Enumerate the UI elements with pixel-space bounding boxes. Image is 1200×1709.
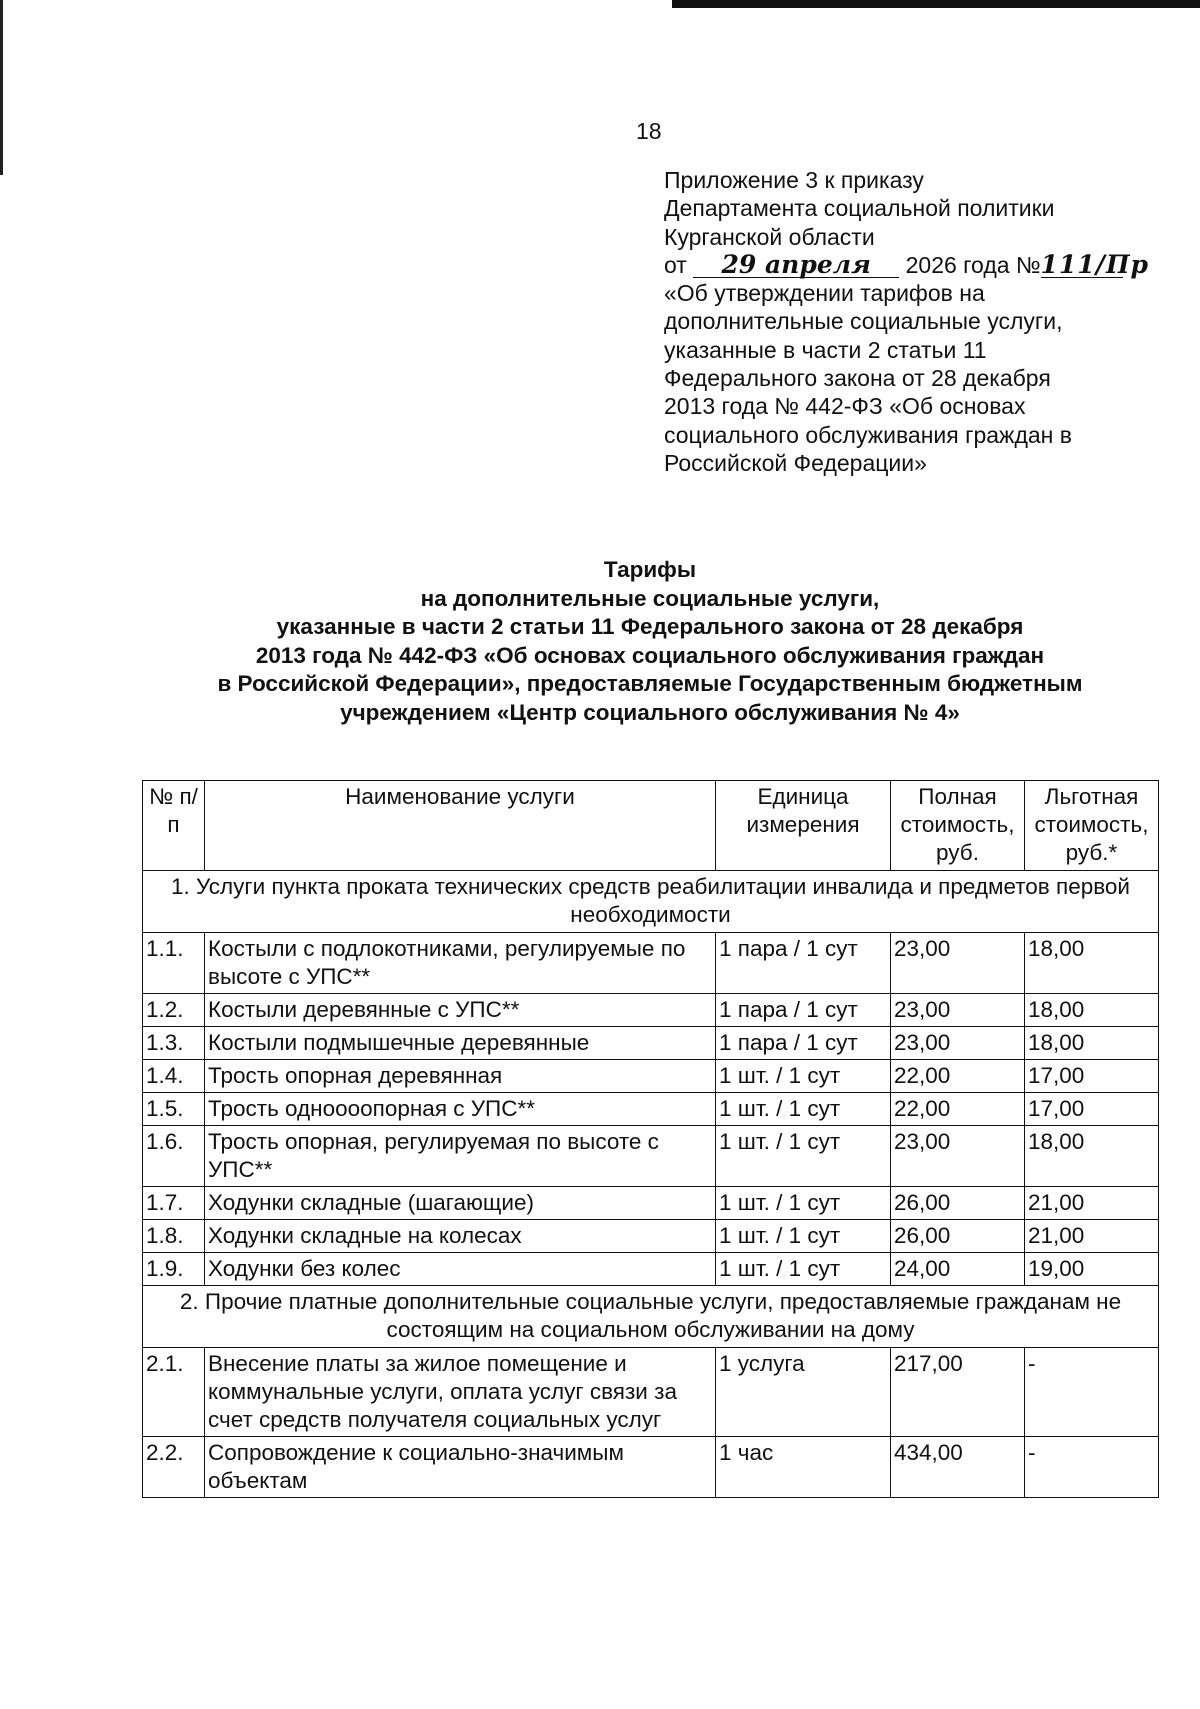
row-number-cell: 1.6. [143, 1126, 205, 1187]
full-price-cell: 24,00 [891, 1253, 1025, 1286]
service-name-cell: Трость опорная деревянная [205, 1060, 716, 1093]
table-row [143, 1437, 1159, 1498]
service-name-cell: Костыли деревянные с УПС** [205, 994, 716, 1027]
table-row [143, 1187, 1159, 1220]
service-name-cell: Внесение платы за жилое помещение и коммунальные услуги, оплата услуг связи за счет средств получателя социальных услуг [205, 1348, 716, 1437]
service-name-cell: Костыли подмышечные деревянные [205, 1027, 716, 1060]
table-row [143, 1220, 1159, 1253]
title-line: 2013 года № 442-ФЗ «Об основах социального обслуживания граждан [255, 642, 1045, 668]
title-line: на дополнительные социальные услуги, [420, 585, 880, 611]
appendix-line: указанные в части 2 статьи 11 [664, 336, 987, 363]
appendix-line: 2013 года № 442-ФЗ «Об основах [664, 393, 1026, 420]
full-price-cell: 26,00 [891, 1187, 1025, 1220]
unit-cell: 1 час [716, 1437, 891, 1498]
handwritten-date: 29 апреля [693, 253, 899, 278]
discount-price-cell: - [1025, 1437, 1159, 1498]
appendix-header [664, 166, 1184, 477]
table-row [143, 1253, 1159, 1286]
table-row [143, 1348, 1159, 1437]
table-row [143, 933, 1159, 994]
discount-price-cell: 17,00 [1025, 1060, 1159, 1093]
service-name-cell: Костыли с подлокотниками, регулируемые по высоте с УПС** [205, 933, 716, 994]
table-row [143, 1060, 1159, 1093]
service-name-cell: Трость одноооопорная с УПС** [205, 1093, 716, 1126]
scan-top-edge [672, 0, 1200, 8]
table-header-row [143, 781, 1159, 871]
table-row [143, 1027, 1159, 1060]
full-price-cell: 23,00 [891, 994, 1025, 1027]
unit-cell: 1 шт. / 1 сут [716, 1187, 891, 1220]
discount-price-cell: 18,00 [1025, 1126, 1159, 1187]
title-line: Тарифы [603, 557, 697, 582]
full-price-cell: 23,00 [891, 933, 1025, 994]
service-name-cell: Ходунки складные на колесах [205, 1220, 716, 1253]
header-full-price: Полная стоимость, руб. [891, 781, 1025, 871]
discount-price-cell: 21,00 [1025, 1220, 1159, 1253]
year-label: 2026 года № [905, 251, 1041, 278]
discount-price-cell: 17,00 [1025, 1093, 1159, 1126]
unit-cell: 1 шт. / 1 сут [716, 1126, 891, 1187]
row-number-cell: 1.4. [143, 1060, 205, 1093]
unit-cell: 1 шт. / 1 сут [716, 1093, 891, 1126]
service-name-cell: Трость опорная, регулируемая по высоте с УПС** [205, 1126, 716, 1187]
page-number: 18 [636, 118, 662, 144]
section-title: 1. Услуги пункта проката технических средств реабилитации инвалида и предметов первой необходимости [143, 871, 1159, 933]
service-name-cell: Ходунки без колес [205, 1253, 716, 1286]
full-price-cell: 22,00 [891, 1093, 1025, 1126]
title-line: учреждением «Центр социального обслуживания № 4» [340, 699, 960, 725]
row-number-cell: 1.7. [143, 1187, 205, 1220]
discount-price-cell: 18,00 [1025, 994, 1159, 1027]
row-number-cell: 1.3. [143, 1027, 205, 1060]
full-price-cell: 26,00 [891, 1220, 1025, 1253]
appendix-line: Федерального закона от 28 декабря [664, 365, 1051, 392]
order-date-line [664, 251, 1184, 279]
unit-cell: 1 шт. / 1 сут [716, 1253, 891, 1286]
table-body [143, 871, 1159, 1498]
from-label: от [664, 251, 687, 278]
header-unit: Единица измерения [716, 781, 891, 871]
document-title [120, 556, 1180, 727]
row-number-cell: 1.2. [143, 994, 205, 1027]
header-discount-price: Льготная стоимость, руб.* [1025, 781, 1159, 871]
tariffs-table [142, 780, 1159, 1498]
discount-price-cell: 21,00 [1025, 1187, 1159, 1220]
row-number-cell: 2.2. [143, 1437, 205, 1498]
scan-left-edge [0, 0, 3, 175]
table-row [143, 1093, 1159, 1126]
section-title: 2. Прочие платные дополнительные социальные услуги, предоставляемые гражданам не состоящим на социальном обслуживании на дому [143, 1286, 1159, 1348]
appendix-line: дополнительные социальные услуги, [664, 308, 1063, 335]
unit-cell: 1 пара / 1 сут [716, 933, 891, 994]
table-row [143, 994, 1159, 1027]
row-number-cell: 1.5. [143, 1093, 205, 1126]
unit-cell: 1 шт. / 1 сут [716, 1060, 891, 1093]
appendix-line: Курганской области [664, 223, 875, 250]
full-price-cell: 23,00 [891, 1126, 1025, 1187]
full-price-cell: 434,00 [891, 1437, 1025, 1498]
section-row [143, 1286, 1159, 1348]
title-line: в Российской Федерации», предоставляемые Государственным бюджетным [217, 671, 1083, 696]
appendix-line: Приложение 3 к приказу [664, 167, 924, 193]
handwritten-order-number: 111/Пр [1040, 249, 1150, 279]
unit-cell: 1 пара / 1 сут [716, 1027, 891, 1060]
appendix-line: Российской Федерации» [664, 449, 927, 476]
row-number-cell: 1.8. [143, 1220, 205, 1253]
header-name: Наименование услуги [205, 781, 716, 871]
discount-price-cell: 18,00 [1025, 933, 1159, 994]
appendix-line: «Об утверждении тарифов на [664, 280, 985, 307]
row-number-cell: 1.9. [143, 1253, 205, 1286]
appendix-line: социального обслуживания граждан в [664, 421, 1072, 448]
service-name-cell: Ходунки складные (шагающие) [205, 1187, 716, 1220]
header-num: № п/п [143, 781, 205, 871]
appendix-line: Департамента социальной политики [664, 195, 1055, 222]
section-row [143, 871, 1159, 933]
discount-price-cell: - [1025, 1348, 1159, 1437]
full-price-cell: 217,00 [891, 1348, 1025, 1437]
unit-cell: 1 услуга [716, 1348, 891, 1437]
discount-price-cell: 18,00 [1025, 1027, 1159, 1060]
discount-price-cell: 19,00 [1025, 1253, 1159, 1286]
unit-cell: 1 пара / 1 сут [716, 994, 891, 1027]
full-price-cell: 23,00 [891, 1027, 1025, 1060]
table-row [143, 1126, 1159, 1187]
full-price-cell: 22,00 [891, 1060, 1025, 1093]
unit-cell: 1 шт. / 1 сут [716, 1220, 891, 1253]
row-number-cell: 2.1. [143, 1348, 205, 1437]
row-number-cell: 1.1. [143, 933, 205, 994]
title-line: указанные в части 2 статьи 11 Федерального закона от 28 декабря [276, 614, 1024, 639]
service-name-cell: Сопровождение к социально-значимым объектам [205, 1437, 716, 1498]
